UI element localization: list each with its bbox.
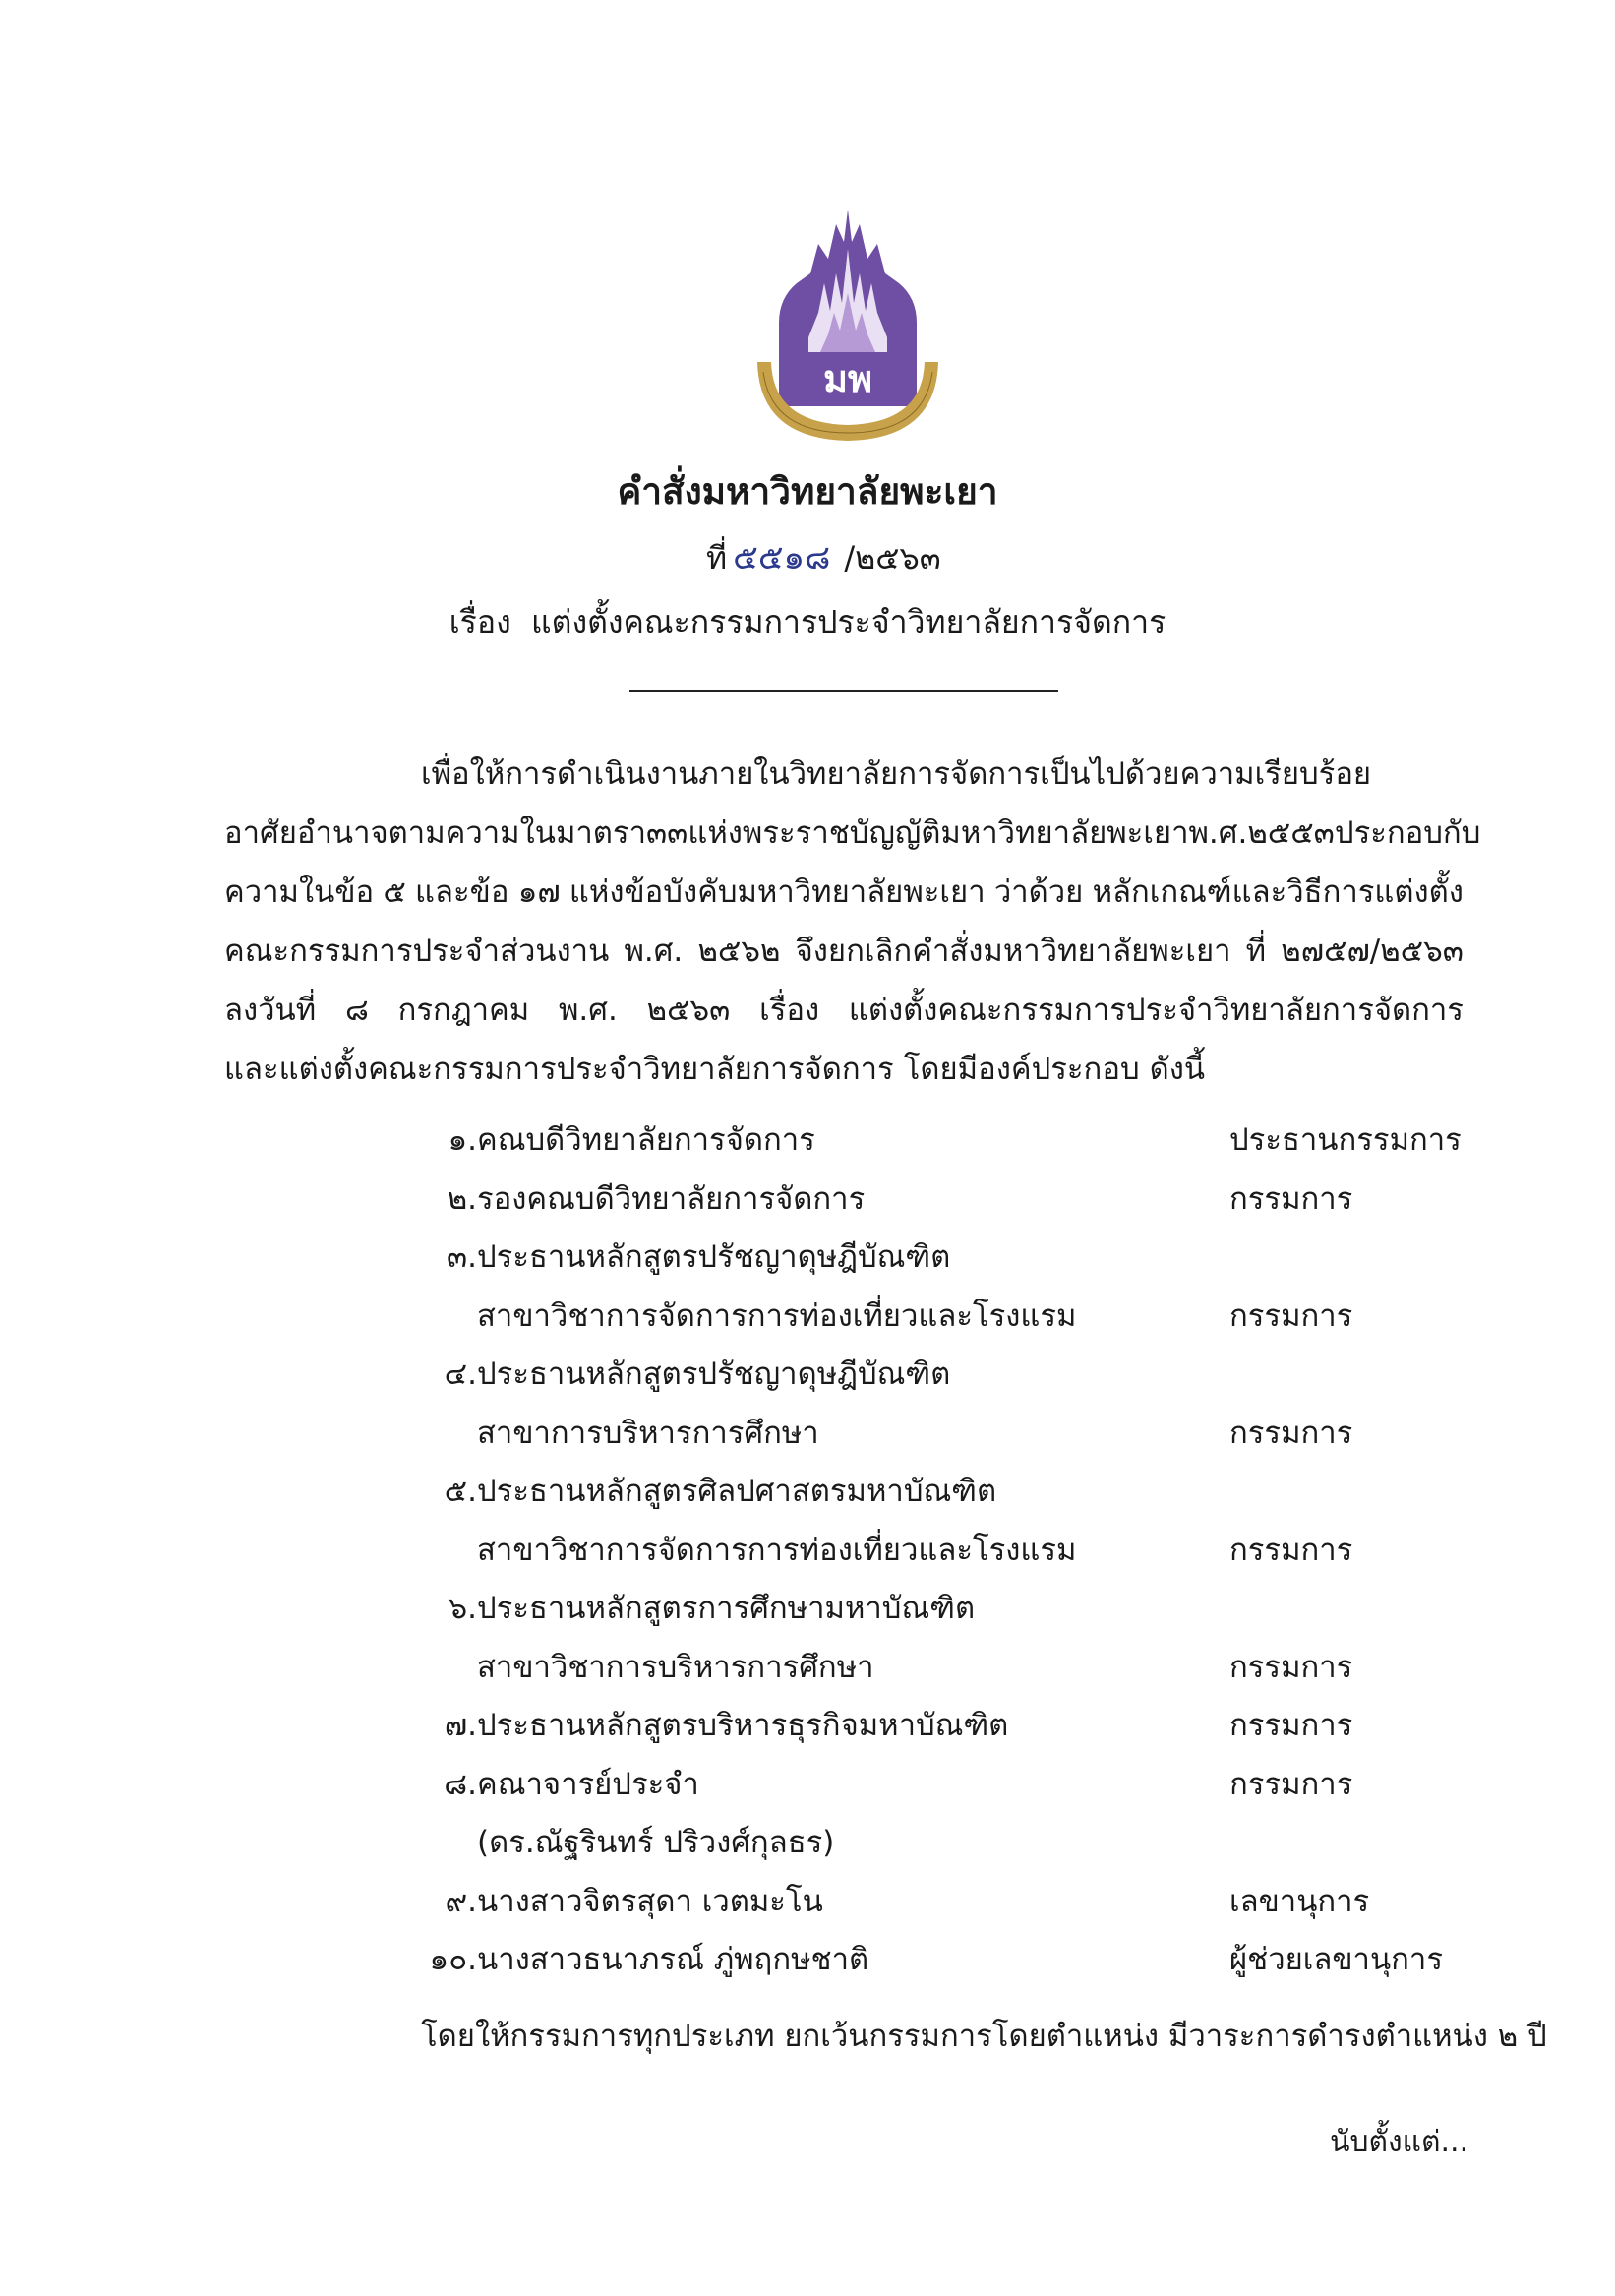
member-role: ผู้ช่วยเลขานุการ: [1229, 1942, 1443, 1977]
order-year: /๒๕๖๓: [844, 539, 941, 576]
paragraph-line: [224, 745, 1464, 804]
member-number: ๓.: [446, 1239, 477, 1275]
committee-member-row: [398, 1580, 1500, 1639]
paragraph-word: ๘: [344, 993, 369, 1028]
order-prefix: ที่: [706, 539, 728, 576]
paragraph-word: ๒๕๖๒: [697, 934, 781, 969]
title-divider: [629, 690, 1058, 692]
paragraph-word: โดยมีองค์ประกอบ: [903, 1052, 1140, 1087]
continued-marker: นับตั้งแต่...: [1330, 2125, 1469, 2159]
committee-member-row: [398, 1171, 1500, 1230]
paragraph-word: ลงวันที่: [224, 993, 317, 1028]
member-number: ๑.: [448, 1122, 477, 1158]
member-number: ๗.: [444, 1708, 477, 1743]
paragraph-word: ๓๓: [645, 816, 688, 851]
member-role: ประธานกรรมการ: [1229, 1122, 1462, 1158]
committee-member-row: [398, 1756, 1500, 1815]
paragraph-word: พ.ศ.: [1188, 816, 1248, 851]
member-position: สาขาวิชาการจัดการการท่องเที่ยวและโรงแรม: [477, 1298, 1077, 1334]
order-number: ๕๕๑๘: [733, 538, 831, 577]
paragraph-word: ๑๗: [517, 875, 561, 910]
committee-member-row: [398, 1288, 1500, 1347]
paragraph-word: ๕: [383, 875, 406, 910]
member-role: กรรมการ: [1229, 1180, 1353, 1217]
member-position: นางสาวจิตรสุดา เวตมะโน: [477, 1883, 823, 1919]
paragraph-word: หลักเกณฑ์และวิธีการแต่งตั้ง: [1092, 875, 1464, 910]
member-number: ๙.: [445, 1883, 477, 1919]
university-of-phayao-seal-icon: [749, 205, 946, 446]
member-number: ๘.: [444, 1766, 477, 1802]
member-number: ๕.: [444, 1474, 477, 1509]
member-position: (ดร.ณัฐรินทร์ ปริวงศ์กุลธร): [477, 1825, 835, 1860]
paragraph-line: [224, 1040, 1464, 1099]
committee-member-row: [398, 1814, 1500, 1873]
subject-line: [0, 600, 1615, 643]
paragraph-word: ๒๕๕๓: [1247, 816, 1335, 851]
member-role: กรรมการ: [1229, 1649, 1353, 1685]
paragraph-word: ๒๕๖๓: [646, 993, 731, 1028]
member-role: กรรมการ: [1229, 1298, 1353, 1334]
paragraph-word: เพื่อให้การดำเนินงานภายในวิทยาลัยการจัดการเป็นไปด้วยความเรียบร้อย: [421, 756, 1372, 792]
member-position: ประธานหลักสูตรปรัชญาดุษฎีบัณฑิต: [477, 1357, 951, 1392]
member-position: สาขาวิชาการจัดการการท่องเที่ยวและโรงแรม: [477, 1532, 1077, 1568]
document-title: คำสั่งมหาวิทยาลัยพะเยา: [617, 470, 998, 513]
paragraph-word: ดังนี้: [1149, 1052, 1206, 1087]
member-position: สาขาวิชาการบริหารการศึกษา: [477, 1649, 874, 1685]
paragraph-word: และแต่งตั้งคณะกรรมการประจำวิทยาลัยการจัดการ: [224, 1052, 894, 1087]
paragraph-line: [224, 922, 1464, 981]
paragraph-word: อาศัยอำนาจตามความในมาตรา: [224, 816, 646, 851]
member-number: ๔.: [444, 1357, 477, 1392]
member-position: ประธานหลักสูตรการศึกษามหาบัณฑิต: [477, 1591, 976, 1626]
committee-member-list: [398, 1112, 1500, 1990]
paragraph-word: ๒๗๕๗/๒๕๖๓: [1281, 934, 1464, 969]
paragraph-word: ความในข้อ: [224, 875, 375, 910]
member-number: ๒.: [447, 1180, 477, 1217]
paragraph-word: แต่งตั้งคณะกรรมการประจำวิทยาลัยการจัดการ: [848, 993, 1464, 1028]
member-number: ๑๐.: [429, 1942, 477, 1977]
member-position: ประธานหลักสูตรศิลปศาสตรมหาบัณฑิต: [477, 1474, 997, 1509]
committee-member-row: [398, 1463, 1500, 1522]
committee-member-row: [398, 1346, 1500, 1405]
paragraph-word: พ.ศ.: [558, 993, 618, 1028]
member-position: ประธานหลักสูตรปรัชญาดุษฎีบัณฑิต: [477, 1239, 951, 1275]
subject-label: เรื่อง: [449, 603, 511, 640]
paragraph-line: [224, 863, 1464, 922]
committee-member-row: [398, 1931, 1500, 1990]
paragraph-word: ว่าด้วย: [993, 875, 1084, 910]
committee-member-row: [398, 1229, 1500, 1288]
paragraph-word: ประกอบกับ: [1334, 816, 1481, 851]
paragraph-word: พ.ศ.: [624, 934, 684, 969]
closing-text: โดยให้กรรมการทุกประเภท ยกเว้นกรรมการโดยตำแหน่ง มีวาระการดำรงตำแหน่ง ๒ ปี: [421, 2019, 1547, 2054]
member-position: รองคณบดีวิทยาลัยการจัดการ: [477, 1180, 866, 1217]
subject-text: แต่งตั้งคณะกรรมการประจำวิทยาลัยการจัดการ: [531, 603, 1166, 640]
member-role: เลขานุการ: [1229, 1883, 1370, 1919]
member-role: กรรมการ: [1229, 1708, 1353, 1743]
order-number-line: [706, 536, 941, 579]
committee-member-row: [398, 1639, 1500, 1698]
member-role: กรรมการ: [1229, 1415, 1353, 1451]
member-role: กรรมการ: [1229, 1766, 1353, 1802]
member-position: สาขาการบริหารการศึกษา: [477, 1415, 819, 1451]
committee-member-row: [398, 1697, 1500, 1756]
paragraph-word: และข้อ: [415, 875, 509, 910]
paragraph-word: แห่งข้อบังคับมหาวิทยาลัยพะเยา: [568, 875, 986, 910]
paragraph-word: ที่: [1245, 934, 1267, 969]
body-paragraph: [224, 745, 1481, 1099]
svg-text:มพ: มพ: [822, 357, 873, 400]
paragraph-line: [224, 981, 1464, 1040]
paragraph-word: จึงยกเลิกคำสั่งมหาวิทยาลัยพะเยา: [795, 934, 1231, 969]
committee-member-row: [398, 1522, 1500, 1581]
member-position: คณบดีวิทยาลัยการจัดการ: [477, 1122, 815, 1158]
member-role: กรรมการ: [1229, 1532, 1353, 1568]
paragraph-line: [224, 804, 1481, 863]
paragraph-word: เรื่อง: [759, 993, 820, 1028]
paragraph-word: คณะกรรมการประจำส่วนงาน: [224, 934, 610, 969]
committee-member-row: [398, 1405, 1500, 1464]
committee-member-row: [398, 1112, 1500, 1171]
paragraph-word: กรกฎาคม: [397, 993, 530, 1028]
paragraph-word: แห่งพระราชบัญญัติมหาวิทยาลัยพะเยา: [688, 816, 1189, 851]
member-position: คณาจารย์ประจำ: [477, 1766, 699, 1802]
member-position: นางสาวธนาภรณ์ ภู่พฤกษชาติ: [477, 1942, 869, 1977]
committee-member-row: [398, 1873, 1500, 1932]
member-position: ประธานหลักสูตรบริหารธุรกิจมหาบัณฑิต: [477, 1708, 1009, 1743]
member-number: ๖.: [448, 1591, 477, 1626]
